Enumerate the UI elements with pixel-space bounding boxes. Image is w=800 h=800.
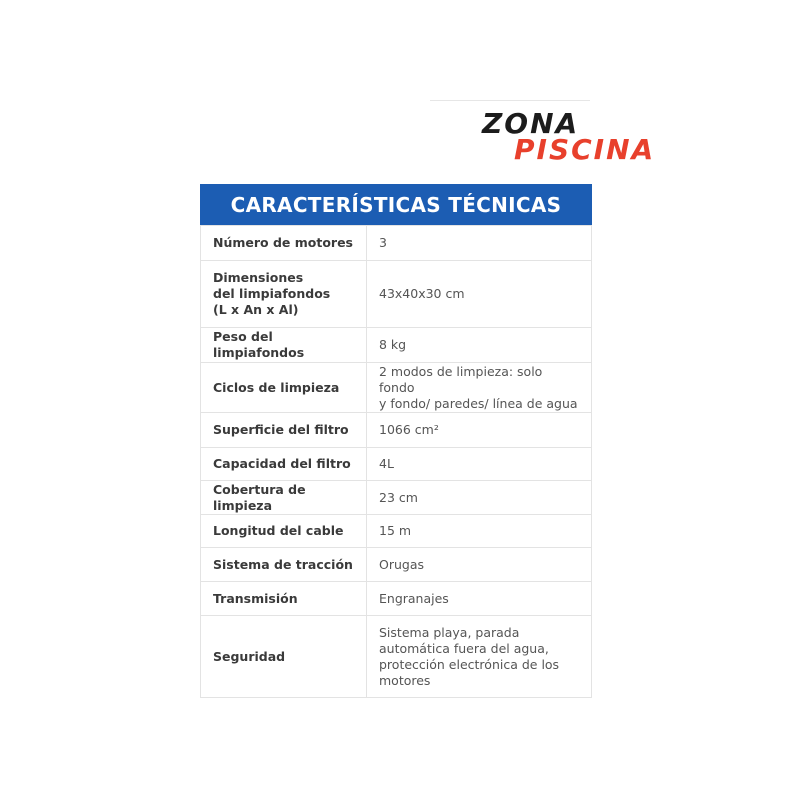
spec-label: Cobertura de limpieza (201, 481, 367, 515)
spec-value: 2 modos de limpieza: solo fondo y fondo/ paredes/ línea de agua (367, 363, 592, 413)
spec-label: Superficie del filtro (201, 413, 367, 448)
logo-divider (430, 100, 590, 101)
spec-label: Seguridad (201, 616, 367, 698)
table-row (201, 548, 592, 582)
table-row (201, 226, 592, 261)
spec-value: Orugas (367, 548, 592, 582)
table-row (201, 363, 592, 413)
spec-value: 23 cm (367, 481, 592, 515)
spec-value: Sistema playa, parada automática fuera del agua, protección electrónica de los motores (367, 616, 592, 698)
spec-value: 4L (367, 448, 592, 481)
table-row (201, 261, 592, 328)
specs-table-container (200, 184, 592, 698)
spec-label: Transmisión (201, 582, 367, 616)
logo-word-zona: ZONA (482, 107, 580, 140)
table-row (201, 328, 592, 363)
spec-label: Dimensiones del limpiafondos (L x An x Al) (201, 261, 367, 328)
specs-table-title: CARACTERÍSTICAS TÉCNICAS (200, 184, 592, 225)
table-row (201, 413, 592, 448)
table-row (201, 616, 592, 698)
spec-label: Sistema de tracción (201, 548, 367, 582)
spec-label: Número de motores (201, 226, 367, 261)
table-row (201, 448, 592, 481)
spec-value: 1066 cm² (367, 413, 592, 448)
spec-label: Longitud del cable (201, 515, 367, 548)
table-row (201, 481, 592, 515)
spec-label: Peso del limpiafondos (201, 328, 367, 363)
spec-value: 15 m (367, 515, 592, 548)
spec-label: Capacidad del filtro (201, 448, 367, 481)
spec-value: 8 kg (367, 328, 592, 363)
specs-table (200, 225, 592, 698)
zona-piscina-logo (480, 108, 695, 164)
table-row (201, 582, 592, 616)
logo-word-piscina: PISCINA (514, 133, 656, 166)
spec-value: Engranajes (367, 582, 592, 616)
spec-value: 3 (367, 226, 592, 261)
spec-value: 43x40x30 cm (367, 261, 592, 328)
table-row (201, 515, 592, 548)
spec-label: Ciclos de limpieza (201, 363, 367, 413)
